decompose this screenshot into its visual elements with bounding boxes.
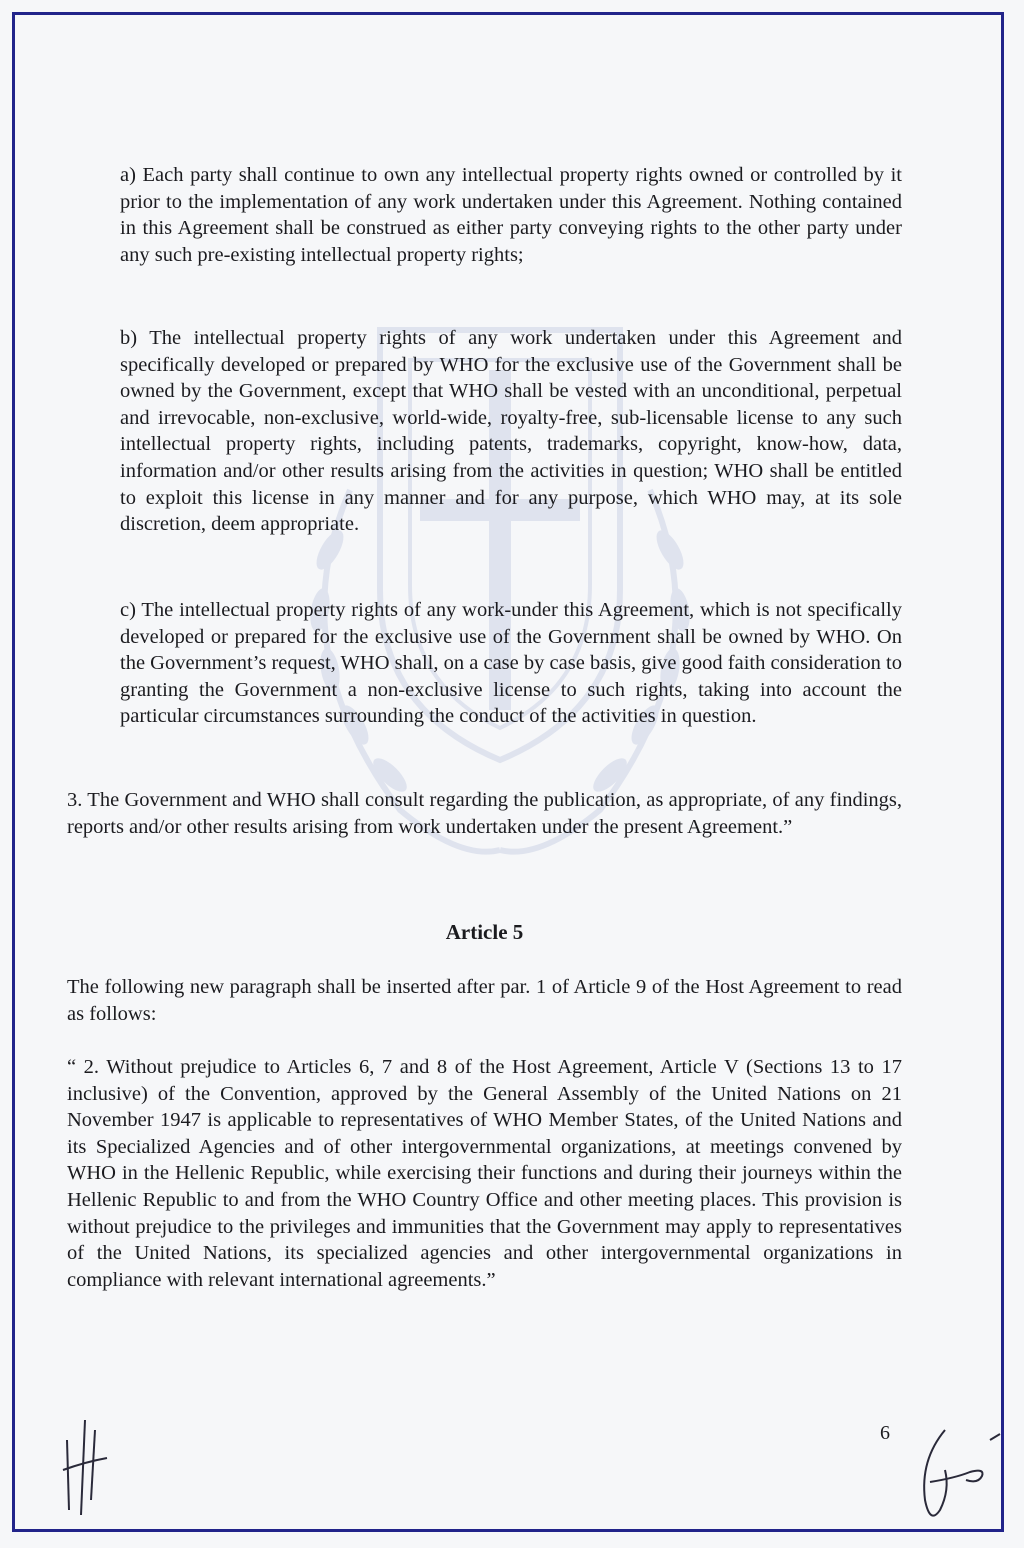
page-number: 6 (880, 1422, 890, 1444)
paragraph-c: c) The intellectual property rights of any work-under this Agreement, which is not specifically developed or prepared for the exclusive use of the Government shall be owned by WHO. On the Government’s request, WHO shall, on a case by case basis, give good faith consideration to granting the Government a non-exclusive license to such rights, taking into account the particular circumstances surrounding the conduct of the activities in question. (120, 599, 902, 728)
paragraph-a: a) Each party shall continue to own any intellectual property rights owned or controlled by it prior to the implementation of any work undertaken under this Agreement. Nothing contained in this Agreement shall be construed as either party conveying rights to the other party under any such pre-existing intellectual property rights; (120, 164, 902, 266)
article-quote: “ 2. Without prejudice to Articles 6, 7 and 8 of the Host Agreement, Article V (Sections 13 to 17 inclusive) of the Convention, approved by the General Assembly of the United Nations on 21 November 1947 is applicable to representatives of WHO Member States, of the United Nations and its Specialized Agencies and of other intergovernmental organizations, at meetings convened by WHO in the Hellenic Republic, while exercising their functions and during their journeys within the Hellenic Republic to and from the WHO Country Office and other meeting places. This provision is without prejudice to the privileges and immunities that the Government may apply to representatives of the United Nations, its specialized agencies and other intergovernmental organizations in compliance with relevant international agreements.” (67, 1056, 902, 1291)
handwritten-initial-icon (55, 1410, 115, 1520)
handwritten-signature-icon (900, 1420, 1010, 1530)
article-intro: The following new paragraph shall be inserted after par. 1 of Article 9 of the Host Agreement to read as follows: (67, 976, 902, 1025)
paragraph-3: 3. The Government and WHO shall consult regarding the publication, as appropriate, of any findings, reports and/or other results arising from work undertaken under the present Agreement.” (67, 789, 902, 838)
article-heading: Article 5 (445, 920, 524, 944)
paragraph-b: b) The intellectual property rights of any work undertaken under this Agreement and specifically developed or prepared by WHO for the exclusive use of the Government shall be owned by the Government, except that WHO shall be vested with an unconditional, perpetual and irrevocable, non-exclusive, world-wide, royalty-free, sub-licensable license to any such intellectual property rights, including patents, trademarks, copyright, know-how, data, information and/or other results arising from the activities in question; WHO shall be entitled to exploit this license in any manner and for any purpose, which WHO may, at its sole discretion, deem appropriate. (120, 327, 902, 536)
